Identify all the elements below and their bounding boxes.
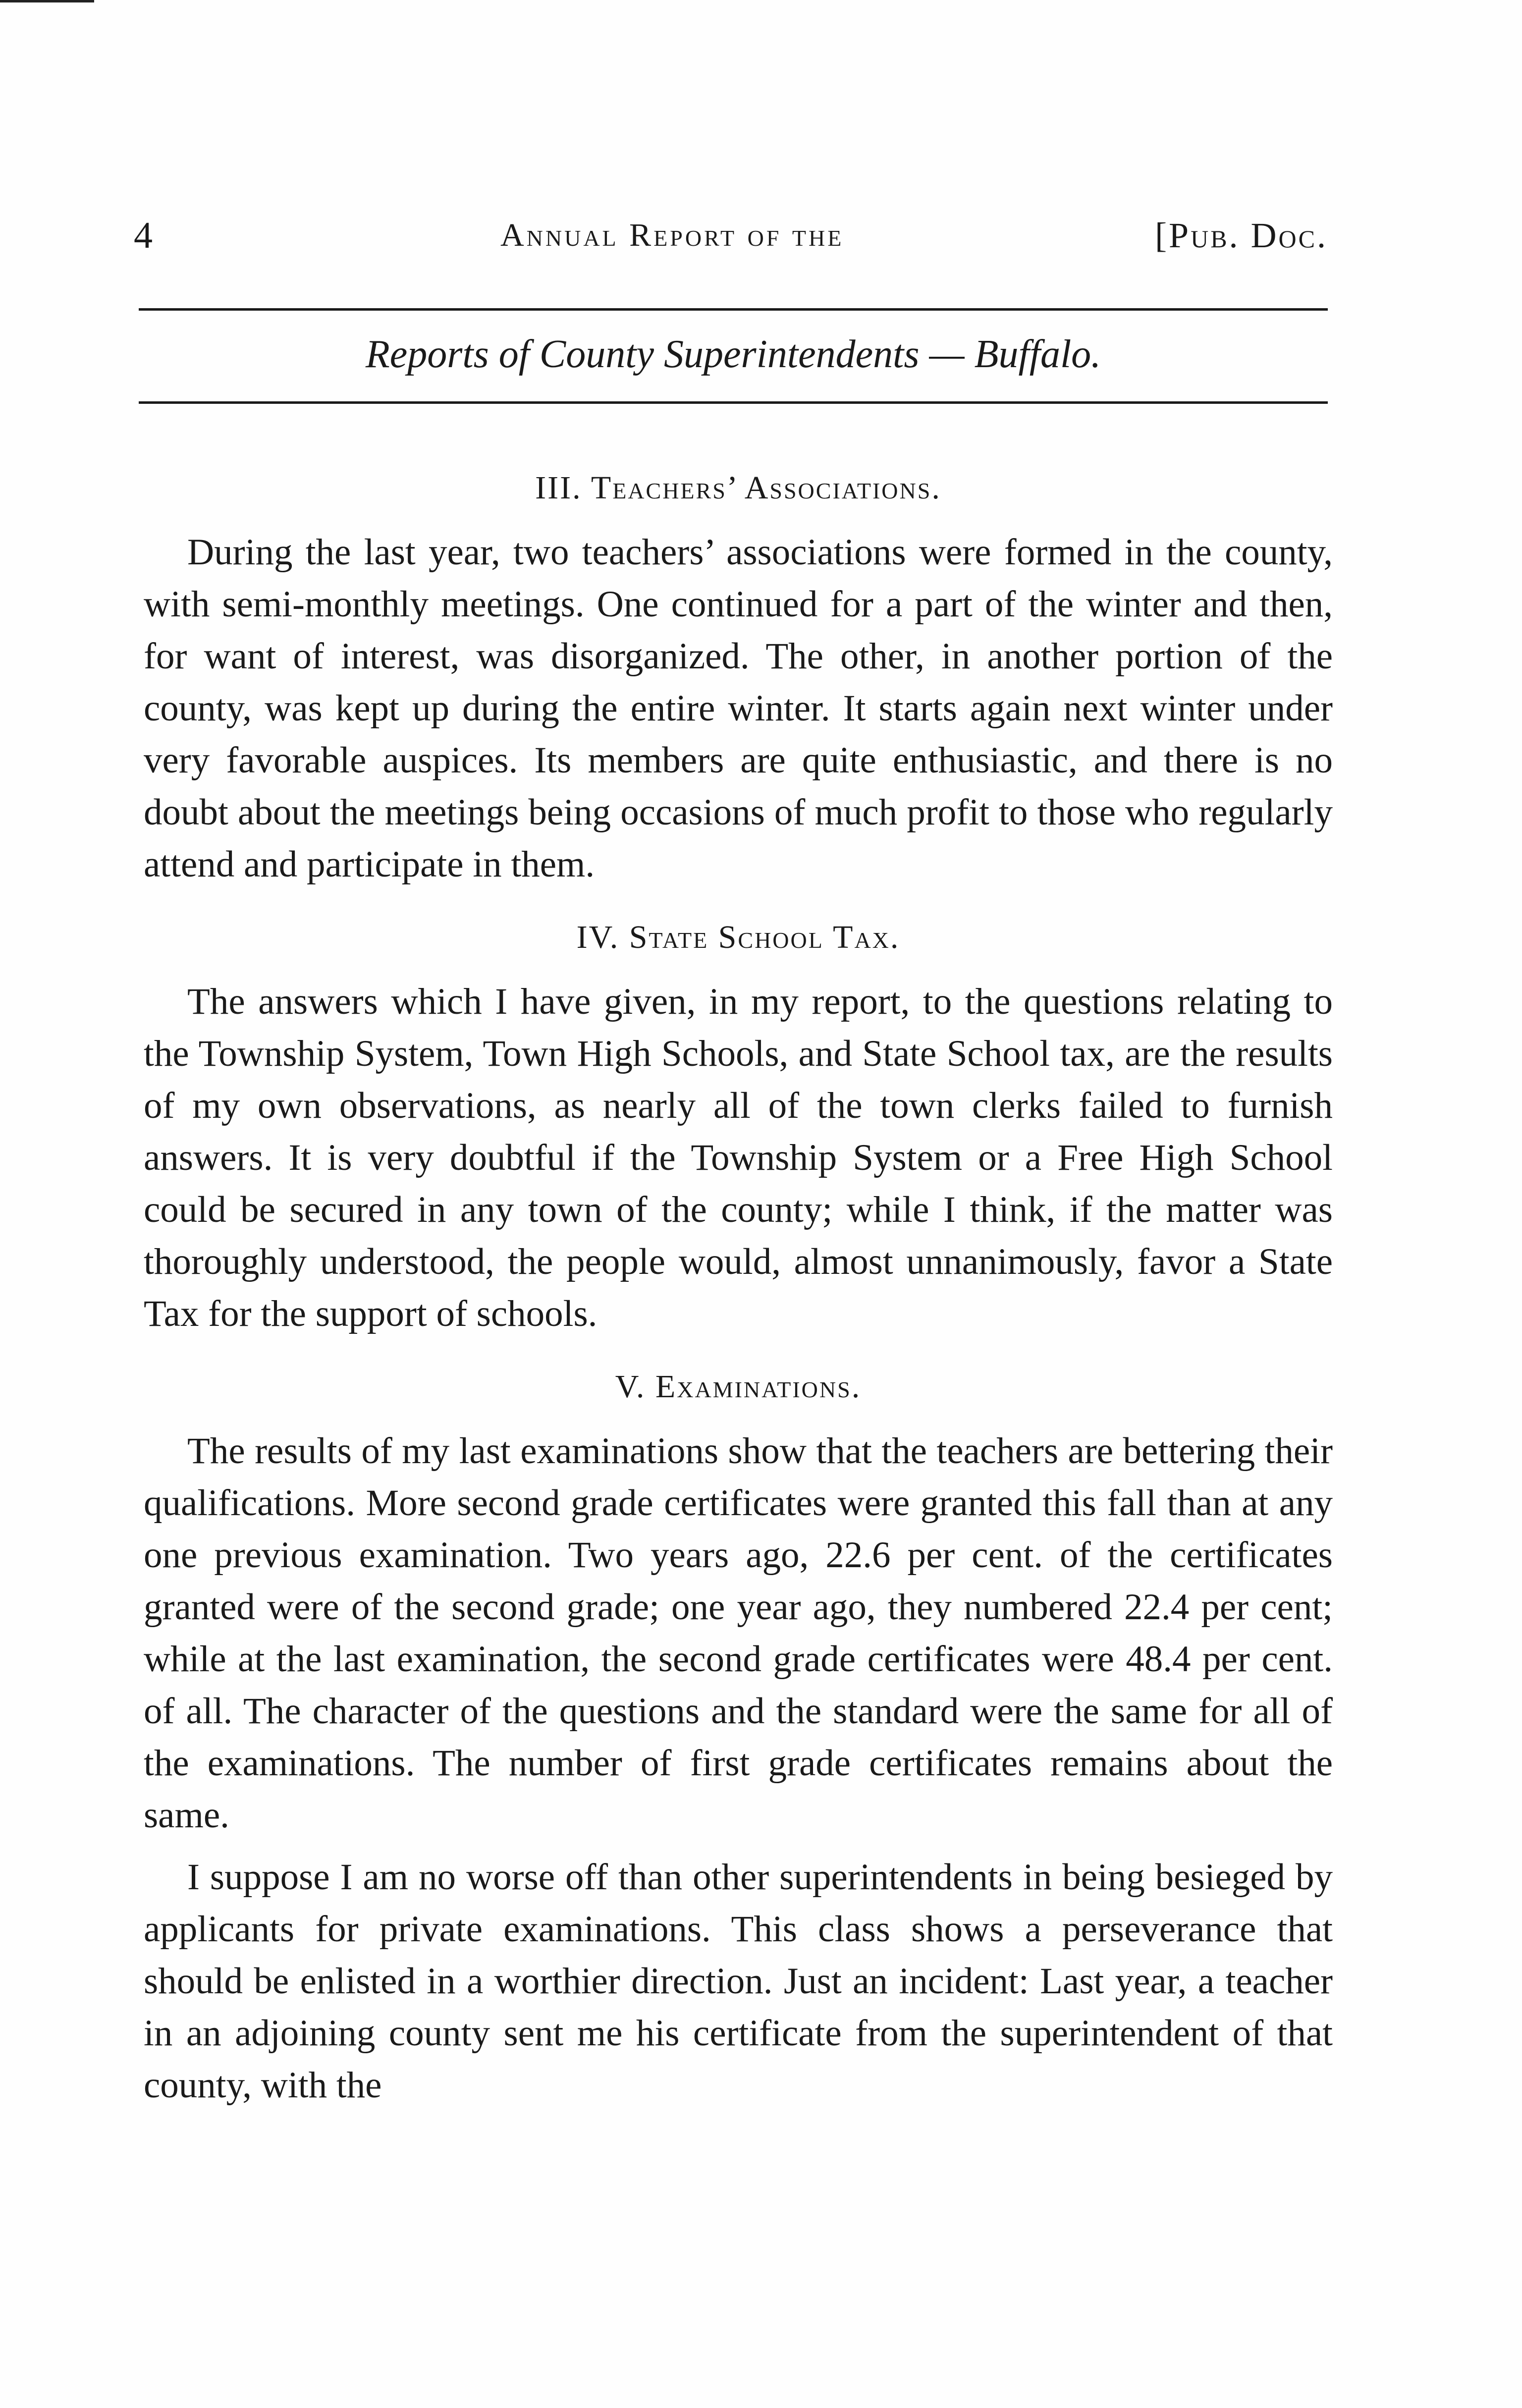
page-number: 4 — [134, 215, 153, 256]
page-header — [134, 213, 1328, 258]
section-heading-teachers-associations: III. Teachers’ Associations. — [535, 470, 941, 506]
running-title: Annual Report of the — [500, 217, 844, 253]
document-label: [Pub. Doc. — [1155, 216, 1328, 255]
section-heading-examinations: V. Examinations. — [615, 1368, 862, 1405]
paragraph-teachers-associations: During the last year, two teachers’ associations were formed in the county, with semi-monthly meetings. One continued for a part of the winter and then, for want of interest, was disorganized. The other, in another portion of the county, was kept up during the entire winter. It starts again next winter under very favorable auspices. Its members are quite enthusiastic, and there is no doubt about the meetings being occasions of much profit to those who regularly attend and participate in them. — [144, 532, 1333, 885]
paragraph-private-examinations: I suppose I am no worse off than other superintendents in being besieged by applicants for private examinations. This class shows a perseverance that should be enlisted in a worthier direction. Just an incident: Last year, a teacher in an adjoining county sent me his certificate from the superintendent of that county, with the — [144, 1857, 1333, 2106]
header-rule-bottom — [139, 401, 1328, 404]
section-subheading: Reports of County Superintendents — Buffalo. — [365, 332, 1101, 376]
paragraph-examinations-results: The results of my last examinations show that the teachers are bettering their qualifications. More second grade certificates were granted this fall than at any one previous examination. Two years ago, 22.6 per cent. of the certificates granted were of the second grade; one year ago, they numbered 22.4 per cent; while at the last examination, the second grade certificates were 48.4 per cent. of all. The character of the questions and the standard were the same for all of the examinations. The number of first grade certificates remains about the same. — [144, 1430, 1333, 1836]
paragraph-state-school-tax: The answers which I have given, in my report, to the questions relating to the Township System, Town High Schools, and State School tax, are the results of my own observations, as nearly all of the town clerks failed to furnish answers. It is very doubtful if the Township System or a Free High School could be secured in any town of the county; while I think, if the matter was thoroughly understood, the people would, almost unnanimously, favor a State Tax for the support of schools. — [144, 981, 1333, 1334]
header-rule-top — [139, 308, 1328, 311]
scan-edge-mark — [0, 0, 94, 2]
body-text — [144, 461, 1333, 2131]
section-heading-state-school-tax: IV. State School Tax. — [576, 919, 900, 955]
